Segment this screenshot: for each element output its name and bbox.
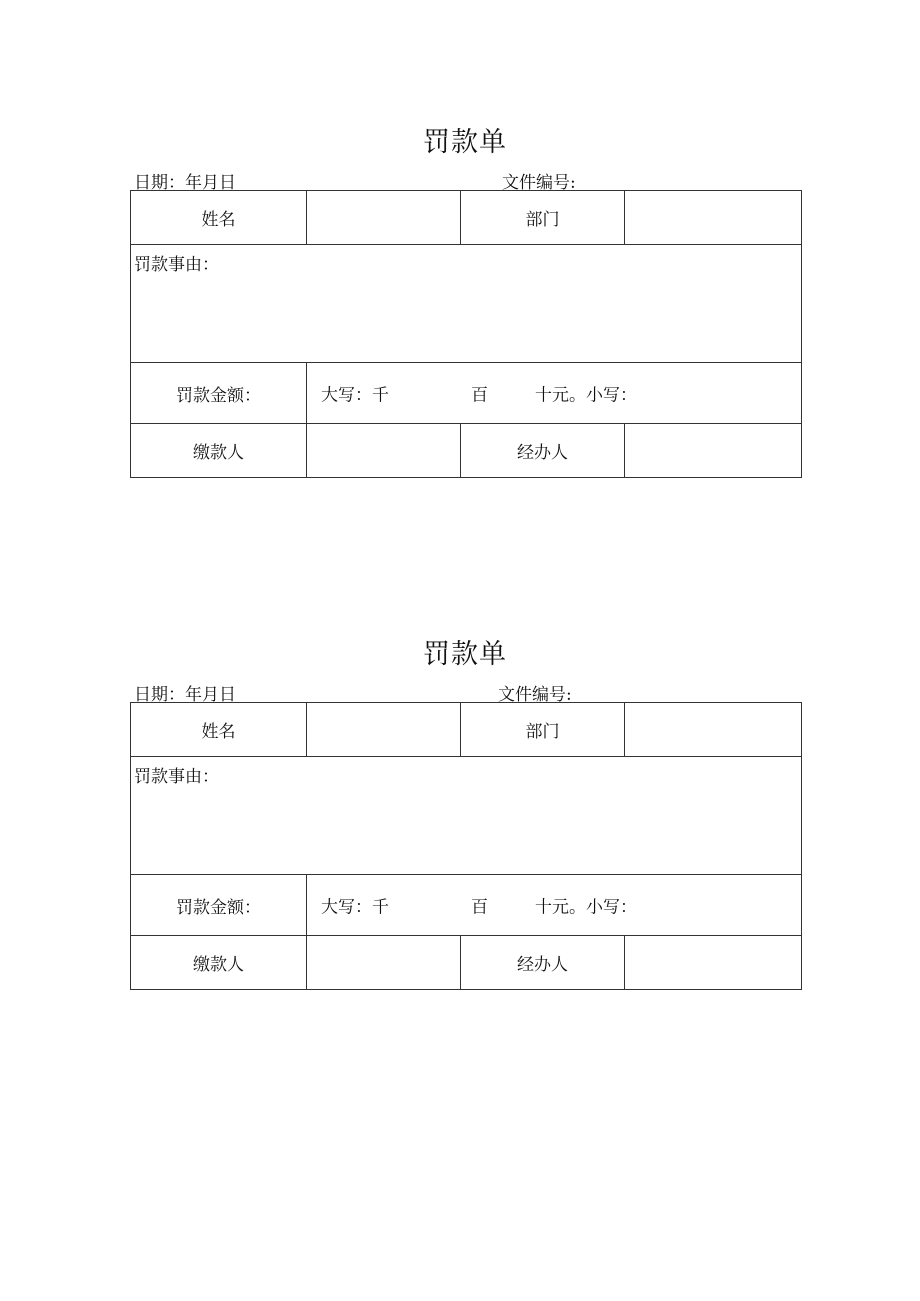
reason-field[interactable] xyxy=(131,245,802,363)
amount-hundred-label: 百 xyxy=(471,385,488,406)
payer-field[interactable] xyxy=(307,936,461,990)
department-label: 部门 xyxy=(461,703,625,757)
name-label: 姓名 xyxy=(131,703,307,757)
form-title: 罚款单 xyxy=(423,639,507,670)
amount-ten-yuan-small-label: 十元。小写： xyxy=(535,385,637,406)
amount-field[interactable] xyxy=(307,363,802,424)
payer-label: 缴款人 xyxy=(131,424,307,478)
reason-label: 罚款事由： xyxy=(134,767,219,787)
fine-table xyxy=(130,190,802,478)
fine-table xyxy=(130,702,802,990)
reason-field[interactable] xyxy=(131,757,802,875)
department-field[interactable] xyxy=(625,191,802,245)
doc-number-label: 文件编号: xyxy=(502,173,576,193)
date-label: 日期：年月日 xyxy=(134,173,236,193)
handler-field[interactable] xyxy=(625,936,802,990)
name-field[interactable] xyxy=(307,703,461,757)
department-label: 部门 xyxy=(461,191,625,245)
payer-label: 缴款人 xyxy=(131,936,307,990)
form-title: 罚款单 xyxy=(423,127,507,158)
handler-label: 经办人 xyxy=(461,936,625,990)
name-field[interactable] xyxy=(307,191,461,245)
reason-label: 罚款事由： xyxy=(134,255,219,275)
amount-label: 罚款金额： xyxy=(131,363,307,424)
amount-upper-thousand-label: 大写：千 xyxy=(321,897,389,918)
amount-field[interactable] xyxy=(307,875,802,936)
amount-upper-thousand-label: 大写：千 xyxy=(321,385,389,406)
handler-field[interactable] xyxy=(625,424,802,478)
amount-ten-yuan-small-label: 十元。小写： xyxy=(535,897,637,918)
amount-label: 罚款金额： xyxy=(131,875,307,936)
amount-hundred-label: 百 xyxy=(471,897,488,918)
date-label: 日期：年月日 xyxy=(134,685,236,705)
handler-label: 经办人 xyxy=(461,424,625,478)
doc-number-label: 文件编号: xyxy=(498,685,572,705)
payer-field[interactable] xyxy=(307,424,461,478)
department-field[interactable] xyxy=(625,703,802,757)
name-label: 姓名 xyxy=(131,191,307,245)
